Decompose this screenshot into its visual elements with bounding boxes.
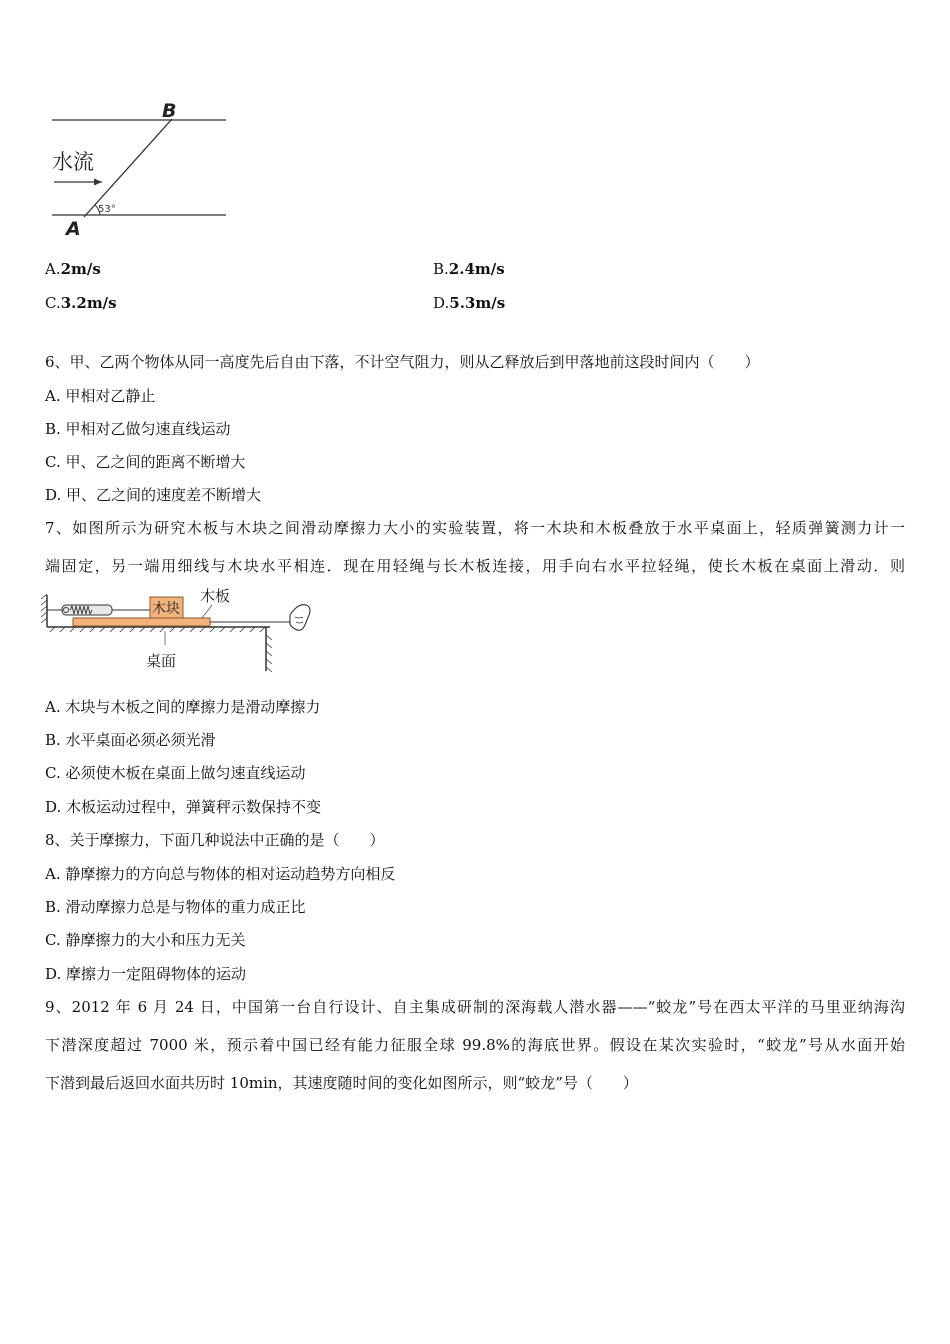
q8-option-b: B. 滑动摩擦力总是与物体的重力成正比: [45, 898, 306, 916]
label-a: A: [66, 218, 81, 240]
q7-option-c: C. 必须使木板在桌面上做匀速直线运动: [45, 764, 306, 782]
q7-option-d: D. 木板运动过程中，弹簧秤示数保持不变: [45, 798, 322, 816]
q7-stem-line1: 7、如图所示为研究木板与木块之间滑动摩擦力大小的实验装置，将一木块和木板叠放于水平桌面上，轻质弹簧测力计一: [45, 519, 905, 537]
block-label: 木块: [152, 601, 180, 617]
q8-stem: 8、关于摩擦力，下面几种说法中正确的是（ ）: [45, 831, 385, 849]
q6-option-b: B. 甲相对乙做匀速直线运动: [45, 420, 231, 438]
q7-option-a: A. 木块与木板之间的摩擦力是滑动摩擦力: [45, 698, 321, 716]
q9-line2: 下潜深度超过 7000 米，预示着中国已经有能力征服全球 99.8%的海底世界。假设在某次实验时，“蛟龙”号从水面开始: [45, 1036, 905, 1054]
river-crossing-figure: [40, 95, 240, 240]
hand-icon: [290, 605, 310, 631]
friction-apparatus-figure: [40, 585, 320, 675]
q8-option-c: C. 静摩擦力的大小和压力无关: [45, 931, 246, 949]
angle-label: 53°: [98, 204, 116, 215]
label-b: B: [162, 100, 177, 122]
q6-option-a: A. 甲相对乙静止: [45, 387, 156, 405]
q9-line1: 9、2012 年 6 月 24 日，中国第一台自行设计、自主集成研制的深海载人潜水器——“蛟龙”号在西太平洋的马里亚纳海沟: [45, 998, 905, 1016]
board-label: 木板: [200, 587, 231, 605]
q5-option-b: B.2.4m/s: [433, 260, 505, 278]
q7-option-b: B. 水平桌面必须必须光滑: [45, 731, 216, 749]
q6-option-d: D. 甲、乙之间的速度差不断增大: [45, 486, 262, 504]
q5-option-c: C.3.2m/s: [45, 294, 117, 312]
q8-option-d: D. 摩擦力一定阻碍物体的运动: [45, 965, 247, 983]
q7-stem-line2: 端固定，另一端用细线与木块水平相连．现在用轻绳与长木板连接，用手向右水平拉轻绳，使长木板在桌面上滑动．则: [45, 557, 905, 575]
q5-option-d: D.5.3m/s: [433, 294, 506, 312]
q6-option-c: C. 甲、乙之间的距离不断增大: [45, 453, 246, 471]
q6-stem: 6、甲、乙两个物体从同一高度先后自由下落，不计空气阻力，则从乙释放后到甲落地前这段时间内（ ）: [45, 353, 760, 371]
q9-line3: 下潜到最后返回水面共历时 10min，其速度随时间的变化如图所示，则“蛟龙”号（ ）: [45, 1074, 638, 1092]
q8-option-a: A. 静摩擦力的方向总与物体的相对运动趋势方向相反: [45, 865, 396, 883]
q5-option-a: A.2m/s: [45, 260, 101, 278]
water-flow-label: 水流: [52, 150, 94, 174]
table-label: 桌面: [146, 652, 177, 670]
